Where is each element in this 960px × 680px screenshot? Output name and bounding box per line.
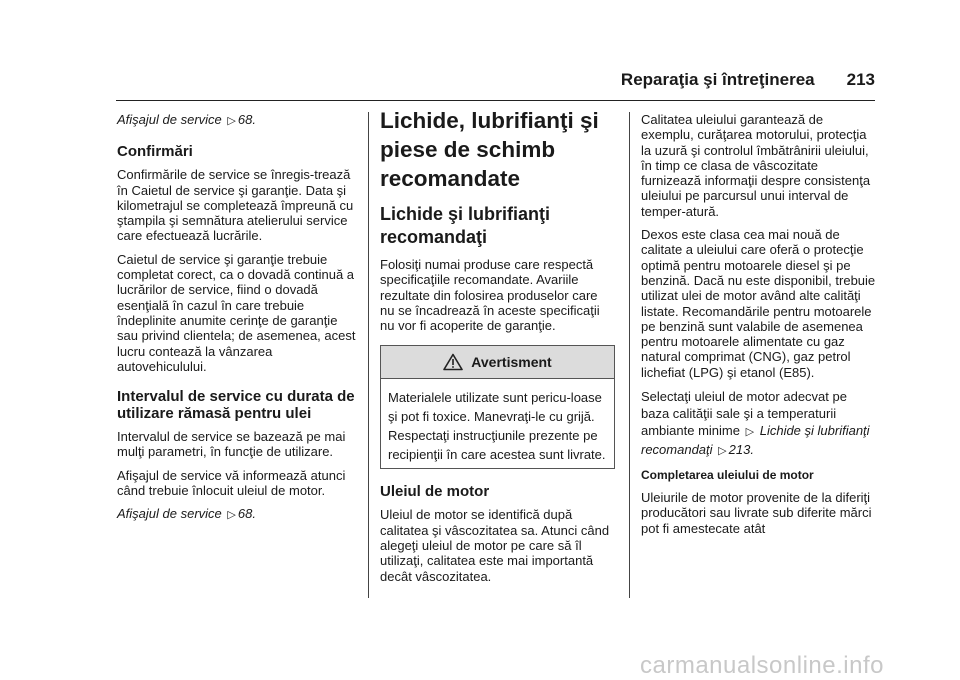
reference-arrow-icon: ▷	[227, 509, 236, 522]
paragraph: Uleiurile de motor provenite de la diferiţi producători sau livrate sub diferite mărci pot fi amestecate atât	[641, 490, 872, 536]
warning-box	[380, 345, 615, 469]
section-heading: Uleiul de motor	[380, 483, 490, 501]
paragraph: Uleiul de motor se identifică după calitatea şi vâscozitatea sa. Atunci când alegeţi uleiul de motor pe care să îl utilizaţi, calitatea este mai importantă decât vâscozitatea.	[380, 507, 610, 584]
paragraph: Confirmările de service se înregis-trează în Caietul de service şi garanţie. Data şi kilometrajul se completează împreună cu ştampila şi semnătura atelierului service care efectuează lucrările.	[117, 167, 354, 244]
reference-arrow-icon: ▷	[718, 445, 727, 458]
header-divider	[116, 100, 875, 101]
warning-header	[381, 346, 614, 379]
column-divider	[368, 112, 369, 598]
paragraph: Intervalul de service se bazează pe mai mulţi parametri, în funcţie de utilizare.	[117, 429, 346, 460]
watermark: carmanualsonline.info	[640, 652, 884, 679]
paragraph: Afişajul de service vă informează atunci când trebuie înlocuit uleiul de motor.	[117, 467, 346, 499]
cross-reference[interactable]: Afişajul de service ▷ 68.	[117, 506, 256, 522]
section-heading: Completarea uleiului de motor	[641, 468, 814, 483]
paragraph: Dexos este clasa cea mai nouă de calitate a uleiului care oferă o protecţie optimă pentru motoarele diesel şi pe benzină. Dacă nu este disponibil, trebuie utilizat ulei de motor având alte calităţi listate. Recomandările pentru motoarele pe benzină sunt valabile de asemenea pentru motoarele alimentate cu gaz natural comprimat (CNG), gaz petrol lichefiat (LPG) şi etanol (E85).	[641, 227, 876, 380]
paragraph: Selectaţi uleiul de motor adecvat pe baza calităţii sale şi a temperaturii ambiante minime ▷ Lichide şi lubrifianţi recomandaţi ▷ 213.	[641, 389, 870, 458]
paragraph: Folosiţi numai produse care respectă specificaţiile recomandate. Avariile rezultate din folosirea produselor care nu se încadrează în aceste specificaţii nu vor fi acoperite de garanţie.	[380, 257, 600, 334]
warning-text: Materialele utilizate sunt pericu-loase şi pot fi toxice. Manevraţi-le cu grijă. Respectaţi instrucţiunile prezente pe recipienţii în care acestea sunt livrate.	[388, 390, 606, 463]
page-number: 213	[846, 70, 875, 89]
subsection-title: Lichide şi lubrifianţi recomandaţi	[380, 204, 551, 247]
column-left	[117, 112, 357, 532]
chapter-title: Reparaţia şi întreţinerea	[620, 70, 815, 89]
column-middle	[380, 106, 615, 592]
cross-reference[interactable]: Lichide şi lubrifianţi recomandaţi ▷ 213.	[641, 423, 870, 458]
reference-arrow-icon: ▷	[227, 115, 236, 127]
warning-title: Avertisment	[471, 354, 552, 371]
reference-arrow-icon: ▷	[745, 426, 755, 439]
warning-body	[381, 379, 614, 468]
warning-triangle-icon	[443, 353, 463, 371]
paragraph: Caietul de service şi garanţie trebuie completat corect, ca o dovadă continuă a lucrărilor de service, fiind o dovadă esenţială în cazul în care trebuie îndeplinite anumite cerinţe de garanţie sau privind clientela; de asemenea, acest lucru contează la vânzarea autovehiculului.	[117, 251, 356, 374]
cross-reference[interactable]: Afişajul de service ▷ 68.	[117, 112, 256, 127]
section-heading: Confirmări	[117, 143, 193, 161]
section-heading: Intervalul de service cu durata de utilizare rămasă pentru ulei	[117, 388, 355, 423]
column-right	[641, 112, 876, 544]
chapter-section-title: Lichide, lubrifianţi şi piese de schimb recomandate	[380, 108, 599, 191]
page-header	[0, 70, 875, 90]
paragraph: Calitatea uleiului garantează de exemplu, curăţarea motorului, protecţia la uzură şi controlul îmbătrânirii uleiului, în timp ce clasa de vâscozitate furnizează informaţii despre consistenţa uleiului pe parcursul unui interval de temper-atură.	[641, 112, 871, 219]
column-divider	[629, 112, 630, 598]
